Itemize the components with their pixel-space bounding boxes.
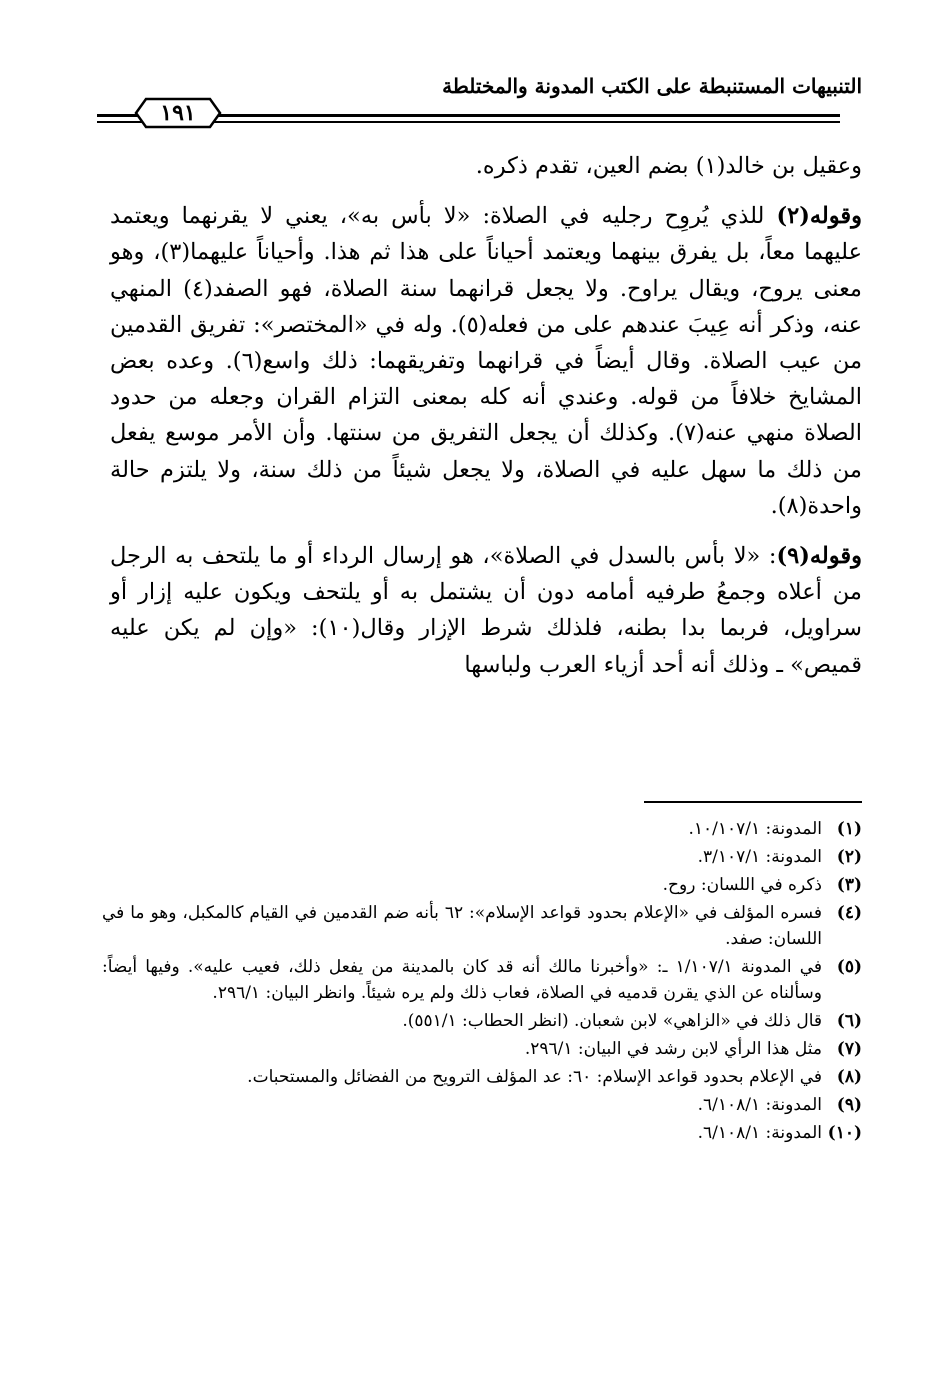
footnote-number: (١٠) [827, 1123, 862, 1143]
footnote-5 [102, 954, 862, 1006]
footnote-6 [102, 1008, 862, 1034]
footnote-text: المدونة: ٦/١٠٨/١. [697, 1123, 822, 1143]
footnote-8 [102, 1064, 862, 1090]
footnote-10 [102, 1120, 862, 1146]
footnote-number: (٦) [836, 1011, 862, 1031]
footnote-number: (٧) [836, 1039, 862, 1059]
page-number: ١٩١ [160, 100, 196, 126]
page-number-badge [124, 96, 232, 130]
footnote-number: (٣) [836, 875, 862, 895]
footnote-text: المدونة: ٣/١٠٧/١. [697, 847, 822, 867]
paragraph-3-text: : «لا بأس بالسدل في الصلاة»، هو إرسال الرداء أو ما يلتحف به الرجل من أعلاه وجمعُ طرفيه أمامه دون أن يشتمل به أو يلتحف ويكون عليه إزار أو سراويل، فربما بدا بطنه، فلذلك شرط الإزار وقال(١٠): «وإن لم يكن عليه قميص» ـ وذلك أنه أحد أزياء العرب ولباسها [110, 543, 863, 678]
footnote-2 [102, 844, 862, 870]
footnote-1 [102, 816, 862, 842]
footnote-text: في المدونة ١/١٠٧/١ ـ: «وأخبرنا مالك أنه قد كان بالمدينة من يفعل ذلك، فعيب عليه». وفيها أيضاً: وسألناه عن الذي يقرن قدميه في الصلاة، فعاب ذلك ولم يره شيئاً. وانظر البيان: ٢٩٦/١. [102, 957, 822, 1003]
paragraph-1: وعقيل بن خالد(١) بضم العين، تقدم ذكره. [475, 153, 862, 179]
footnote-number: (٩) [836, 1095, 862, 1115]
footnote-text: في الإعلام بحدود قواعد الإسلام: ٦٠: عد المؤلف الترويح من الفضائل والمستحبات. [247, 1067, 822, 1087]
footnote-separator [644, 801, 862, 803]
paragraph-3 [110, 538, 862, 683]
footnote-4 [102, 900, 862, 952]
footnotes [102, 816, 862, 1148]
footnote-number: (١) [836, 819, 862, 839]
footnote-text: المدونة: ١٠/١٠٧/١. [688, 819, 822, 839]
footnote-number: (٥) [836, 957, 862, 977]
footnote-7 [102, 1036, 862, 1062]
footnote-3 [102, 872, 862, 898]
footnote-number: (٢) [836, 847, 862, 867]
footnote-text: قال ذلك في «الزاهي» لابن شعبان. (انظر الحطاب: ٥٥١/١). [402, 1011, 822, 1031]
footnote-number: (٤) [836, 903, 862, 923]
footnote-text: مثل هذا الرأي لابن رشد في البيان: ٢٩٦/١. [524, 1039, 822, 1059]
footnote-text: فسره المؤلف في «الإعلام بحدود قواعد الإسلام»: ٦٢ بأنه ضم القدمين في القيام كالمكبل، وهو ما في اللسان: صفد. [102, 903, 822, 949]
paragraph-2 [110, 198, 862, 524]
footnote-text: ذكره في اللسان: روح. [662, 875, 822, 895]
running-title: التنبيهات المستنبطة على الكتب المدونة والمختلطة [442, 74, 862, 98]
paragraph-2-text: للذي يُروِح رجليه في الصلاة: «لا بأس به»، يعني لا يقرنهما ويعتمد عليهما معاً، بل يفرق بينهما ويعتمد أحياناً على هذا ثم هذا. وأحياناً عليهما(٣)، وهو معنى يروح، ويقال يراوح. ولا يجعل قرانهما سنة الصلاة، فهو الصفد(٤) المنهي عنه، وذكر أنه عِيبَ عندهم على من فعله(٥). وله في «المختصر»: تفريق القدمين من عيب الصلاة. وقال أيضاً في قرانهما وتفريقهما: ذلك واسع(٦). وعده بعض المشايخ خلافاً من قوله. وعندي أنه كله بمعنى التزام القران وجعله من حدود الصلاة منهي عنه(٧). وكذلك أن يجعل التفريق من سنتها. وأن الأمر موسع يفعل من ذلك ما سهل عليه في الصلاة، ولا يجعل شيئاً من ذلك سنة، ولا يلتزم حالة واحدة(٨). [110, 203, 863, 519]
paragraph-2-lead: وقوله(٢) [776, 203, 862, 230]
main-text [110, 148, 862, 683]
footnote-9 [102, 1092, 862, 1118]
paragraph-3-lead: وقوله(٩) [776, 543, 862, 570]
footnote-number: (٨) [836, 1067, 862, 1087]
footnote-text: المدونة: ٦/١٠٨/١. [697, 1095, 822, 1115]
